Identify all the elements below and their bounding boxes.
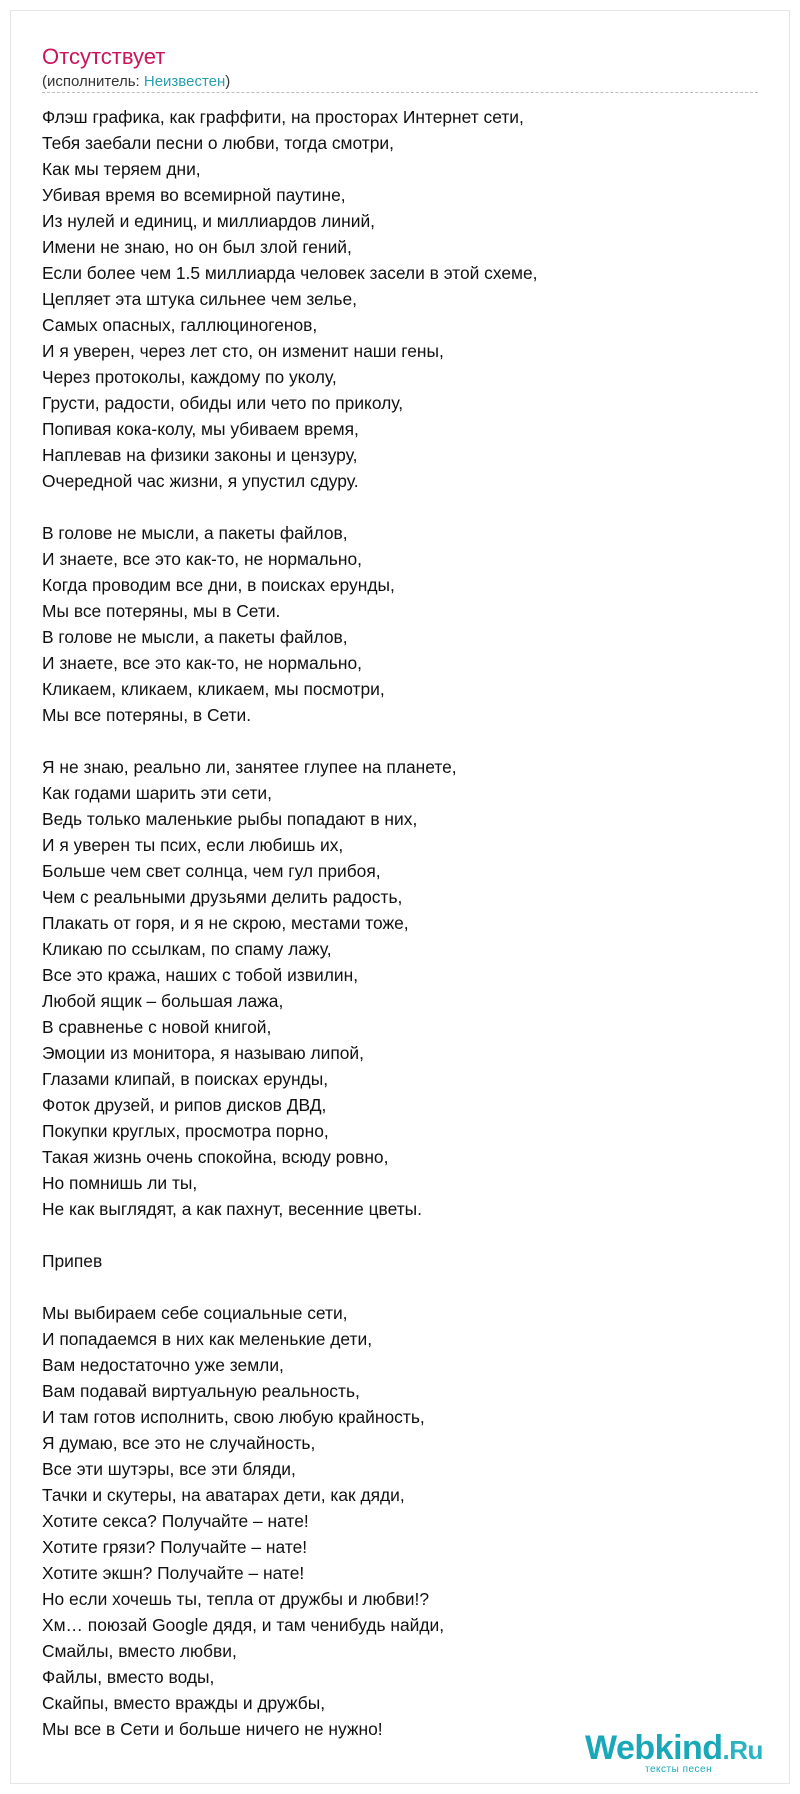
lyric-line: Через протоколы, каждому по уколу, [42, 367, 337, 387]
lyric-line: Все это кража, наших с тобой извилин, [42, 965, 359, 985]
logo-brand-name: Webkind [585, 1729, 723, 1767]
lyric-line: Глазами клипай, в поисках ерунды, [42, 1069, 329, 1089]
lyric-line: Имени не знаю, но он был злой гений, [42, 237, 352, 257]
lyric-line: Скайпы, вместо вражды и дружбы, [42, 1693, 326, 1713]
lyric-line: Больше чем свет солнца, чем гул прибоя, [42, 861, 381, 881]
lyric-line: Хотите грязи? Получайте – нате! [42, 1537, 308, 1557]
lyric-line: Хотите экшн? Получайте – нате! [42, 1563, 305, 1583]
lyric-blank-line [42, 1274, 758, 1300]
lyric-line: Вам подавай виртуальную реальность, [42, 1381, 360, 1401]
lyric-line: Смайлы, вместо любви, [42, 1641, 237, 1661]
lyric-line: Тачки и скутеры, на аватарах дети, как дяди, [42, 1485, 405, 1505]
lyric-line: Плакать от горя, и я не скрою, местами тоже, [42, 913, 409, 933]
lyric-line: Фоток друзей, и рипов дисков ДВД, [42, 1095, 327, 1115]
lyric-line: И там готов исполнить, свою любую крайность, [42, 1407, 425, 1427]
lyric-line: Припев [42, 1251, 103, 1271]
lyric-line: Мы все потеряны, в Сети. [42, 705, 252, 725]
performer-link[interactable]: Неизвестен [143, 73, 226, 90]
lyric-line: Самых опасных, галлюциногенов, [42, 315, 318, 335]
song-title: Отсутствует [42, 44, 166, 69]
lyric-line: Но если хочешь ты, тепла от дружбы и любви!? [42, 1589, 430, 1609]
lyric-line: Попивая кока-колу, мы убиваем время, [42, 419, 359, 439]
lyric-line: И я уверен, через лет сто, он изменит наши гены, [42, 341, 444, 361]
lyric-line: Все эти шутэры, все эти бляди, [42, 1459, 296, 1479]
lyric-line: Чем с реальными друзьями делить радость, [42, 887, 403, 907]
lyric-line: И я уверен ты псих, если любишь их, [42, 835, 344, 855]
lyric-line: Хм… поюзай Google дядя, и там ченибудь найди, [42, 1615, 445, 1635]
lyric-line: Убивая время во всемирной паутине, [42, 185, 346, 205]
lyric-line: И знаете, все это как-то, не нормально, [42, 549, 362, 569]
lyric-line: Мы все в Сети и больше ничего не нужно! [42, 1719, 383, 1739]
site-logo[interactable] [585, 1730, 775, 1776]
lyric-line: Вам недостаточно уже земли, [42, 1355, 284, 1375]
lyric-line: Я думаю, все это не случайность, [42, 1433, 316, 1453]
logo-slogan: тексты песен [645, 1764, 713, 1775]
lyric-line: Мы выбираем себе социальные сети, [42, 1303, 348, 1323]
lyric-line: В голове не мысли, а пакеты файлов, [42, 523, 348, 543]
lyric-line: Покупки круглых, просмотра порно, [42, 1121, 329, 1141]
performer-suffix: ) [225, 73, 231, 90]
lyric-line: Мы все потеряны, мы в Сети. [42, 601, 281, 621]
lyric-blank-line [42, 728, 758, 754]
lyric-line: Но помнишь ли ты, [42, 1173, 198, 1193]
lyric-line: В голове не мысли, а пакеты файлов, [42, 627, 348, 647]
lyric-line: Любой ящик – большая лажа, [42, 991, 284, 1011]
lyric-line: Грусти, радости, обиды или чето по приколу, [42, 393, 404, 413]
performer-line [42, 72, 230, 92]
lyric-line: Такая жизнь очень спокойна, всюду ровно, [42, 1147, 389, 1167]
lyric-blank-line [42, 494, 758, 520]
header-divider [42, 92, 758, 93]
lyric-line: Цепляет эта штука сильнее чем зелье, [42, 289, 357, 309]
lyric-line: Кликаю по ссылкам, по спаму лажу, [42, 939, 332, 959]
lyric-line: Я не знаю, реально ли, занятее глупее на планете, [42, 757, 457, 777]
lyric-line: Флэш графика, как граффити, на просторах Интернет сети, [42, 107, 524, 127]
lyric-line: Хотите секса? Получайте – нате! [42, 1511, 309, 1531]
lyric-line: Ведь только маленькие рыбы попадают в них, [42, 809, 418, 829]
lyric-line: И попадаемся в них как меленькие дети, [42, 1329, 373, 1349]
performer-prefix: (исполнитель: [42, 73, 144, 90]
logo-brand-tld: .Ru [722, 1735, 763, 1765]
lyric-line: Как годами шарить эти сети, [42, 783, 272, 803]
lyric-line: Не как выглядят, а как пахнут, весенние цветы. [42, 1199, 422, 1219]
lyric-line: И знаете, все это как-то, не нормально, [42, 653, 362, 673]
lyric-line: Если более чем 1.5 миллиарда человек засели в этой схеме, [42, 263, 538, 283]
lyric-line: Кликаем, кликаем, кликаем, мы посмотри, [42, 679, 385, 699]
lyric-line: Как мы теряем дни, [42, 159, 201, 179]
lyric-line: В сравненье с новой книгой, [42, 1017, 272, 1037]
lyric-line: Очередной час жизни, я упустил сдуру. [42, 471, 359, 491]
lyrics-text [42, 104, 758, 1742]
lyric-line: Из нулей и единиц, и миллиардов линий, [42, 211, 376, 231]
lyric-line: Файлы, вместо воды, [42, 1667, 215, 1687]
logo-brand [585, 1730, 763, 1768]
lyric-line: Тебя заебали песни о любви, тогда смотри, [42, 133, 394, 153]
lyric-line: Когда проводим все дни, в поисках ерунды, [42, 575, 395, 595]
lyric-line: Эмоции из монитора, я называю липой, [42, 1043, 364, 1063]
lyric-line: Наплевав на физики законы и цензуру, [42, 445, 358, 465]
lyric-blank-line [42, 1222, 758, 1248]
